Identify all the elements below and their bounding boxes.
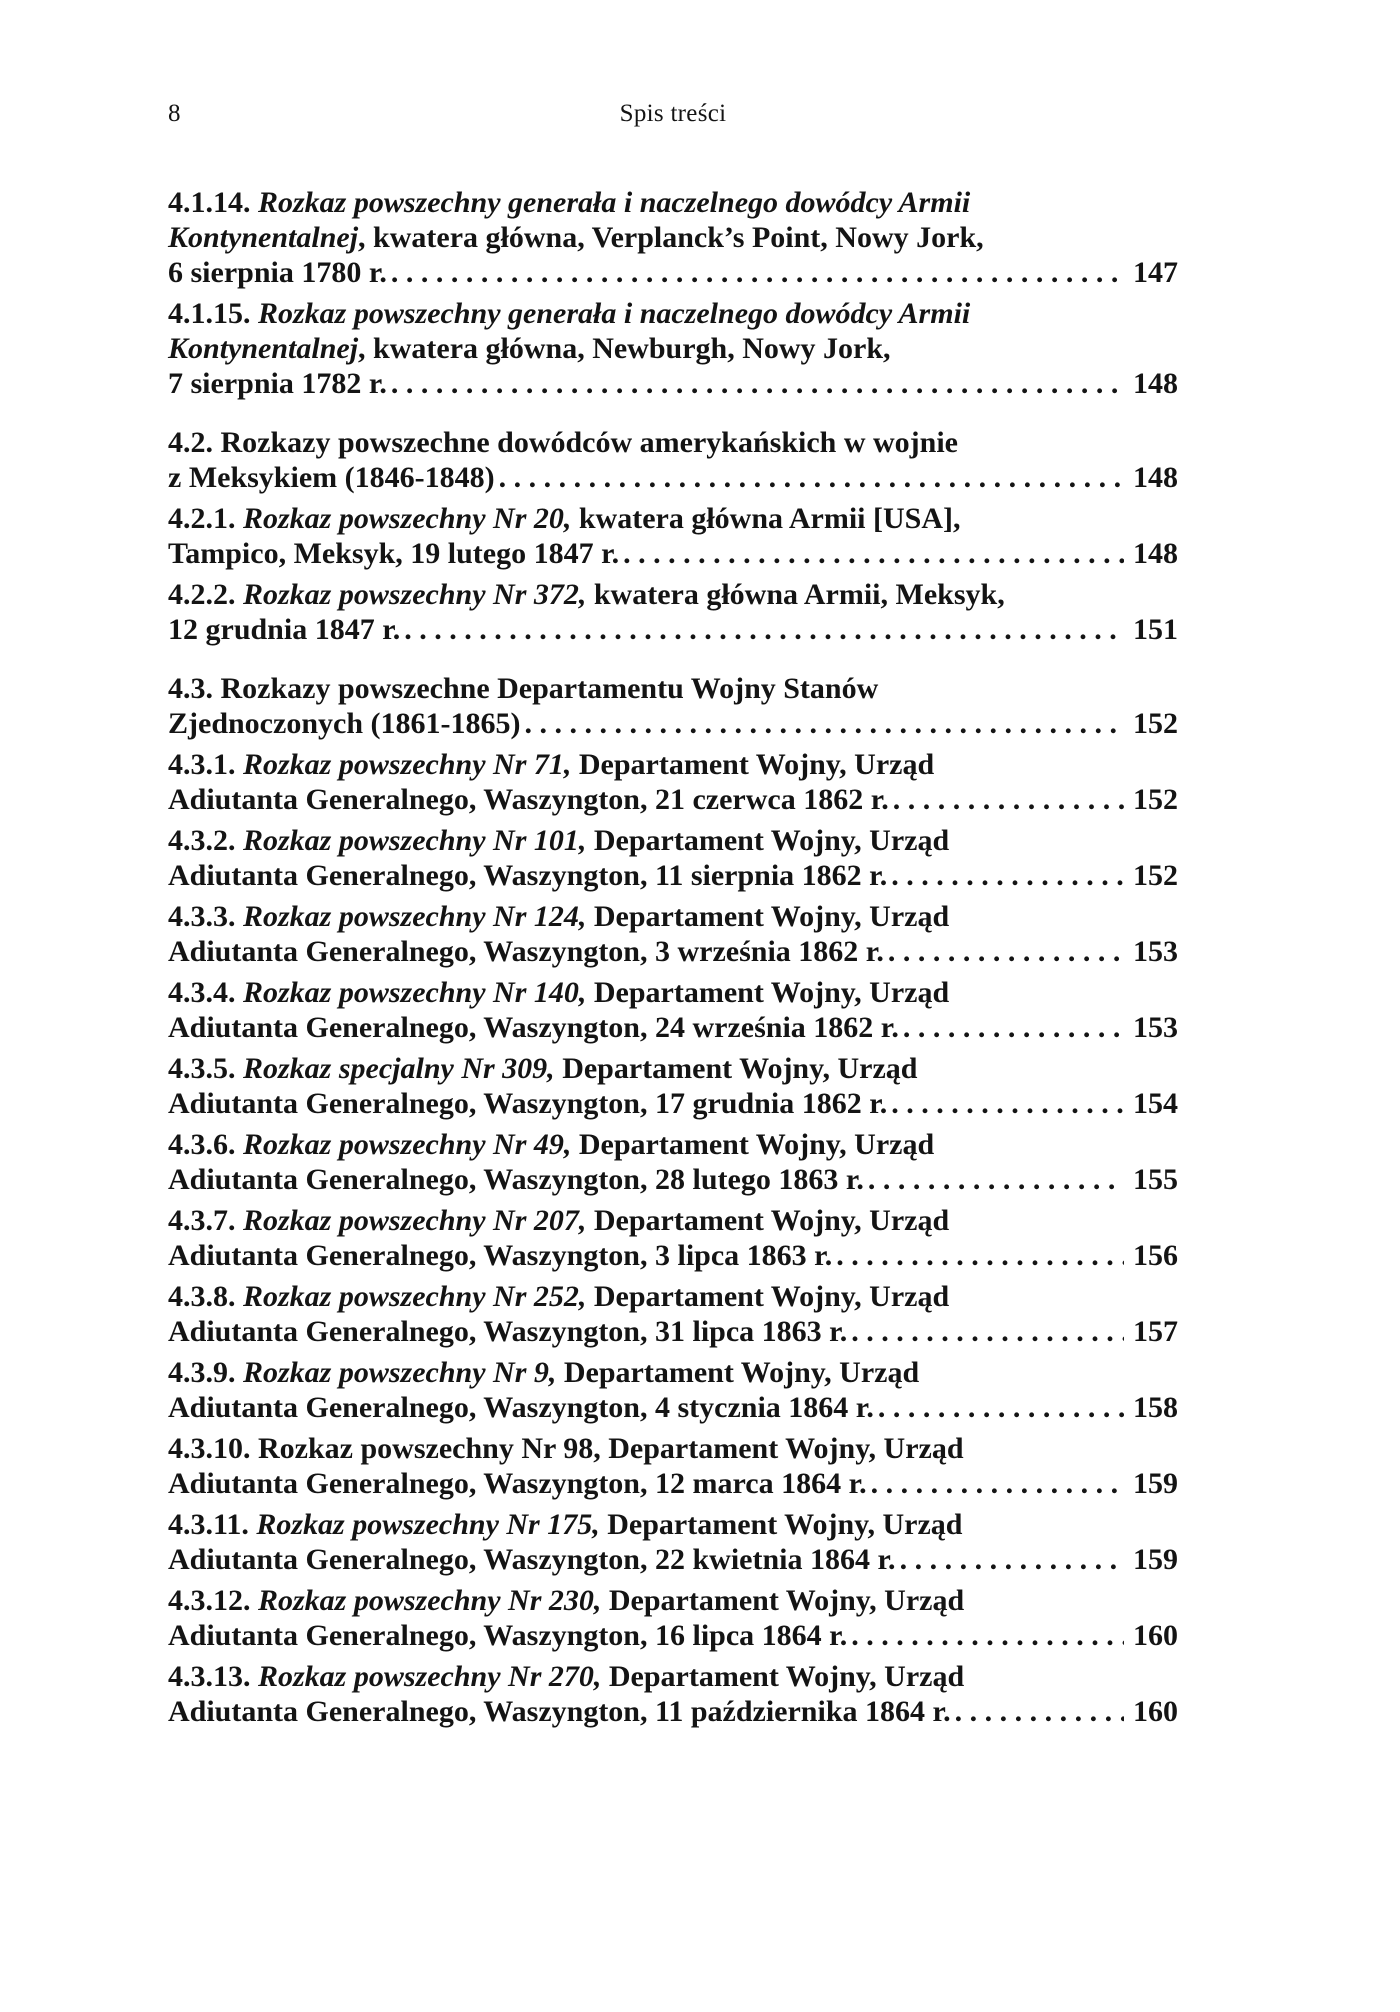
toc-entry-last-line xyxy=(168,782,1178,817)
toc-entry-title-rest: Rozkazy powszechne dowódców amerykańskich w wojnie xyxy=(213,426,958,459)
toc-entry-last-line xyxy=(168,1314,1178,1349)
toc-entry-last-line xyxy=(168,1010,1178,1045)
toc-entry-title-rest: Departament Wojny, Urząd xyxy=(599,1508,963,1541)
toc-entry-last-text: Adiutanta Generalnego, Waszyngton, 12 marca 1864 r. xyxy=(168,1467,867,1500)
dot-leader xyxy=(887,1086,1124,1121)
dot-leader xyxy=(387,366,1124,401)
toc-page-number: 148 xyxy=(1133,537,1178,570)
toc-entry-title-rest: Departament Wojny, Urząd xyxy=(601,1584,965,1617)
toc-entry xyxy=(168,425,1178,495)
toc-entry-last-line xyxy=(168,1694,1178,1729)
toc-entry-last-line xyxy=(168,1086,1178,1121)
toc-entry-italic-title: Rozkaz specjalny Nr 309, xyxy=(243,1052,555,1085)
toc-entry-last-line xyxy=(168,366,1178,401)
toc-entry-continuation-line: Kontynentalnej, kwatera główna, Newburgh, Nowy Jork, xyxy=(168,332,891,365)
toc-entry-number: 4.3.3. xyxy=(168,900,236,933)
toc-entry-first-line xyxy=(168,975,1178,1010)
toc-entry-title-rest: Departament Wojny, Urząd xyxy=(586,1204,950,1237)
toc-entry-first-line xyxy=(168,501,1178,536)
toc-entry-first-line xyxy=(168,296,1178,331)
toc-entry-last-text: Adiutanta Generalnego, Waszyngton, 17 grudnia 1862 r. xyxy=(168,1087,888,1120)
toc-entry-italic-title: Rozkaz powszechny generała i naczelnego dowódcy Armii xyxy=(258,297,971,330)
toc-entry xyxy=(168,899,1178,969)
running-title: Spis treści xyxy=(619,100,727,127)
toc-page-number: 155 xyxy=(1133,1163,1178,1196)
toc-entry-title-rest: Departament Wojny, Urząd xyxy=(601,1660,965,1693)
toc-entry-number: 4.1.14. xyxy=(168,186,251,219)
dot-leader xyxy=(864,1162,1124,1197)
toc-entry-last-line xyxy=(168,1466,1178,1501)
toc-entry-italic-title: Rozkaz powszechny Nr 49, xyxy=(243,1128,572,1161)
toc-entry-last-text: Adiutanta Generalnego, Waszyngton, 24 września 1862 r. xyxy=(168,1011,899,1044)
toc-entry-number: 4.3.10. xyxy=(168,1432,251,1465)
toc-entry-number: 4.2.2. xyxy=(168,578,236,611)
toc-entry-last-line xyxy=(168,1618,1178,1653)
toc-entry-number: 4.3.6. xyxy=(168,1128,236,1161)
toc-entry-number: 4.3.8. xyxy=(168,1280,236,1313)
toc-entry-italic-title: Rozkaz powszechny Nr 230, xyxy=(258,1584,602,1617)
dot-leader xyxy=(899,1010,1124,1045)
toc-page-number: 147 xyxy=(1133,256,1178,289)
toc-entry xyxy=(168,1355,1178,1425)
running-head xyxy=(168,100,1178,140)
toc-entry-first-line xyxy=(168,1355,1178,1390)
toc-entry-first-line xyxy=(168,577,1178,612)
toc-entry-last-line xyxy=(168,706,1178,741)
toc-entry-title-rest: kwatera główna Armii [USA], xyxy=(571,502,961,535)
dot-leader xyxy=(847,1618,1124,1653)
toc-entry-last-line xyxy=(168,460,1178,495)
toc-entry-italic-title: Rozkaz powszechny Nr 175, xyxy=(256,1508,600,1541)
toc-entry-last-text: Adiutanta Generalnego, Waszyngton, 31 lipca 1863 r. xyxy=(168,1315,848,1348)
toc-entry-number: 4.3.7. xyxy=(168,1204,236,1237)
toc-entry-last-text: Adiutanta Generalnego, Waszyngton, 22 kwietnia 1864 r. xyxy=(168,1543,896,1576)
toc-entry-number: 4.3.4. xyxy=(168,976,236,1009)
toc-entry-last-line xyxy=(168,934,1178,969)
toc-entry-title-rest: Rozkaz powszechny Nr 98, Departament Wojny, Urząd xyxy=(250,1432,964,1465)
toc-entry-title-rest: Departament Wojny, Urząd xyxy=(586,824,950,857)
toc-entry-last-line xyxy=(168,858,1178,893)
toc-entry-first-line xyxy=(168,1583,1178,1618)
toc-entry xyxy=(168,296,1178,401)
toc-entry-title-rest: Departament Wojny, Urząd xyxy=(554,1052,918,1085)
toc-entry-title-rest: Rozkazy powszechne Departamentu Wojny Stanów xyxy=(213,672,879,705)
dot-leader xyxy=(847,1314,1124,1349)
toc-entry-first-line xyxy=(168,185,1178,220)
toc-page-number: 156 xyxy=(1133,1239,1178,1272)
toc-entry-first-line xyxy=(168,1127,1178,1162)
toc-entry-last-line xyxy=(168,612,1178,647)
toc-entry xyxy=(168,1583,1178,1653)
dot-leader xyxy=(832,1238,1124,1273)
toc-entry-first-line xyxy=(168,671,1178,706)
toc-entry-number: 4.3.5. xyxy=(168,1052,236,1085)
toc-entry-number: 4.3.9. xyxy=(168,1356,236,1389)
toc-entry-first-line xyxy=(168,1051,1178,1086)
dot-leader xyxy=(887,858,1124,893)
toc-entry-last-text: 12 grudnia 1847 r. xyxy=(168,613,401,646)
toc-entry-first-line xyxy=(168,425,1178,460)
toc-entry-italic-title: Rozkaz powszechny Nr 20, xyxy=(243,502,572,535)
toc-entry-first-line xyxy=(168,899,1178,934)
dot-leader xyxy=(495,460,1124,495)
toc-entry xyxy=(168,1051,1178,1121)
toc-entry xyxy=(168,1507,1178,1577)
toc-entry-first-line xyxy=(168,1507,1178,1542)
toc-entry xyxy=(168,1127,1178,1197)
dot-leader xyxy=(889,782,1124,817)
toc-page-number: 158 xyxy=(1133,1391,1178,1424)
toc-entry-italic-title: Rozkaz powszechny Nr 9, xyxy=(243,1356,557,1389)
toc-entry-last-text: Adiutanta Generalnego, Waszyngton, 3 lipca 1863 r. xyxy=(168,1239,833,1272)
toc-entry-first-line xyxy=(168,1659,1178,1694)
toc-page-number: 153 xyxy=(1133,935,1178,968)
toc-entry-first-line xyxy=(168,1203,1178,1238)
toc-entry-first-line xyxy=(168,1279,1178,1314)
toc-entry xyxy=(168,747,1178,817)
toc-entry-number: 4.3.11. xyxy=(168,1508,249,1541)
toc-entry-last-text: z Meksykiem (1846-1848) xyxy=(168,461,495,494)
toc-entry-last-line xyxy=(168,536,1178,571)
toc-entry-last-text: Adiutanta Generalnego, Waszyngton, 21 czerwca 1862 r. xyxy=(168,783,889,816)
toc-entry-number: 4.3. xyxy=(168,672,213,705)
toc-page-number: 152 xyxy=(1133,859,1178,892)
toc-page-number: 152 xyxy=(1133,707,1178,740)
toc-page-number: 159 xyxy=(1133,1467,1178,1500)
toc-entry-last-line xyxy=(168,1542,1178,1577)
toc-entry xyxy=(168,1659,1178,1729)
toc-entry-last-text: Tampico, Meksyk, 19 lutego 1847 r. xyxy=(168,537,620,570)
toc-entry-last-text: 6 sierpnia 1780 r. xyxy=(168,256,387,289)
page-number: 8 xyxy=(168,100,181,127)
toc-page-number: 157 xyxy=(1133,1315,1178,1348)
toc-page-number: 159 xyxy=(1133,1543,1178,1576)
toc-entry xyxy=(168,975,1178,1045)
dot-leader xyxy=(884,934,1124,969)
toc-entry-last-text: 7 sierpnia 1782 r. xyxy=(168,367,387,400)
toc-entry-title-rest: kwatera główna Armii, Meksyk, xyxy=(586,578,1005,611)
toc-entry-last-text: Zjednoczonych (1861-1865) xyxy=(168,707,521,740)
dot-leader xyxy=(951,1694,1124,1729)
toc-entry xyxy=(168,501,1178,571)
dot-leader xyxy=(619,536,1124,571)
toc-entry-last-text: Adiutanta Generalnego, Waszyngton, 3 września 1862 r. xyxy=(168,935,884,968)
toc-page-number: 153 xyxy=(1133,1011,1178,1044)
toc-entry-last-text: Adiutanta Generalnego, Waszyngton, 11 sierpnia 1862 r. xyxy=(168,859,888,892)
table-of-contents xyxy=(168,185,1178,1735)
toc-entry-title-rest: Departament Wojny, Urząd xyxy=(586,1280,950,1313)
toc-entry-last-line xyxy=(168,255,1178,290)
toc-entry-last-text: Adiutanta Generalnego, Waszyngton, 16 lipca 1864 r. xyxy=(168,1619,848,1652)
toc-entry xyxy=(168,1279,1178,1349)
dot-leader xyxy=(867,1466,1124,1501)
toc-entry-title-rest: Departament Wojny, Urząd xyxy=(556,1356,920,1389)
toc-entry-continuation-line: Kontynentalnej, kwatera główna, Verplanck’s Point, Nowy Jork, xyxy=(168,221,984,254)
toc-entry-italic-title: Rozkaz powszechny Nr 372, xyxy=(243,578,587,611)
toc-page-number: 160 xyxy=(1133,1619,1178,1652)
toc-entry xyxy=(168,671,1178,741)
toc-entry xyxy=(168,1431,1178,1501)
toc-entry-last-line xyxy=(168,1238,1178,1273)
toc-entry-title-rest: Departament Wojny, Urząd xyxy=(571,1128,935,1161)
toc-entry-title-rest: Departament Wojny, Urząd xyxy=(571,748,935,781)
toc-entry-title-rest: Departament Wojny, Urząd xyxy=(586,900,950,933)
dot-leader xyxy=(520,706,1124,741)
toc-page-number: 160 xyxy=(1133,1695,1178,1728)
toc-entry-number: 4.3.2. xyxy=(168,824,236,857)
toc-entry-italic-title: Rozkaz powszechny Nr 270, xyxy=(258,1660,602,1693)
toc-entry xyxy=(168,823,1178,893)
toc-entry-last-line xyxy=(168,1162,1178,1197)
toc-page-number: 151 xyxy=(1133,613,1178,646)
toc-entry xyxy=(168,1203,1178,1273)
toc-entry-italic-title: Rozkaz powszechny Nr 101, xyxy=(243,824,587,857)
toc-entry-title-rest: Departament Wojny, Urząd xyxy=(586,976,950,1009)
toc-entry-number: 4.3.12. xyxy=(168,1584,251,1617)
toc-entry-italic-title: Rozkaz powszechny Nr 71, xyxy=(243,748,572,781)
toc-entry-number: 4.2.1. xyxy=(168,502,236,535)
dot-leader xyxy=(387,255,1124,290)
toc-entry-first-line xyxy=(168,823,1178,858)
toc-entry-number: 4.3.13. xyxy=(168,1660,251,1693)
toc-entry-number: 4.2. xyxy=(168,426,213,459)
toc-entry-first-line xyxy=(168,1431,1178,1466)
dot-leader xyxy=(400,612,1124,647)
toc-entry-first-line xyxy=(168,747,1178,782)
toc-page-number: 154 xyxy=(1133,1087,1178,1120)
toc-entry-italic-title: Rozkaz powszechny Nr 140, xyxy=(243,976,587,1009)
toc-entry-last-text: Adiutanta Generalnego, Waszyngton, 4 stycznia 1864 r. xyxy=(168,1391,874,1424)
toc-entry-number: 4.1.15. xyxy=(168,297,251,330)
toc-entry-italic-title: Rozkaz powszechny Nr 207, xyxy=(243,1204,587,1237)
toc-entry-italic-title: Rozkaz powszechny generała i naczelnego dowódcy Armii xyxy=(258,186,971,219)
toc-entry-last-text: Adiutanta Generalnego, Waszyngton, 28 lutego 1863 r. xyxy=(168,1163,864,1196)
toc-page-number: 152 xyxy=(1133,783,1178,816)
toc-page-number: 148 xyxy=(1133,367,1178,400)
toc-entry xyxy=(168,577,1178,647)
toc-page-number: 148 xyxy=(1133,461,1178,494)
dot-leader xyxy=(896,1542,1124,1577)
dot-leader xyxy=(874,1390,1124,1425)
toc-entry-italic-title: Rozkaz powszechny Nr 124, xyxy=(243,900,587,933)
toc-entry-number: 4.3.1. xyxy=(168,748,236,781)
toc-entry-italic-title: Rozkaz powszechny Nr 252, xyxy=(243,1280,587,1313)
toc-entry xyxy=(168,185,1178,290)
toc-entry-last-line xyxy=(168,1390,1178,1425)
toc-entry-last-text: Adiutanta Generalnego, Waszyngton, 11 października 1864 r. xyxy=(168,1695,951,1728)
